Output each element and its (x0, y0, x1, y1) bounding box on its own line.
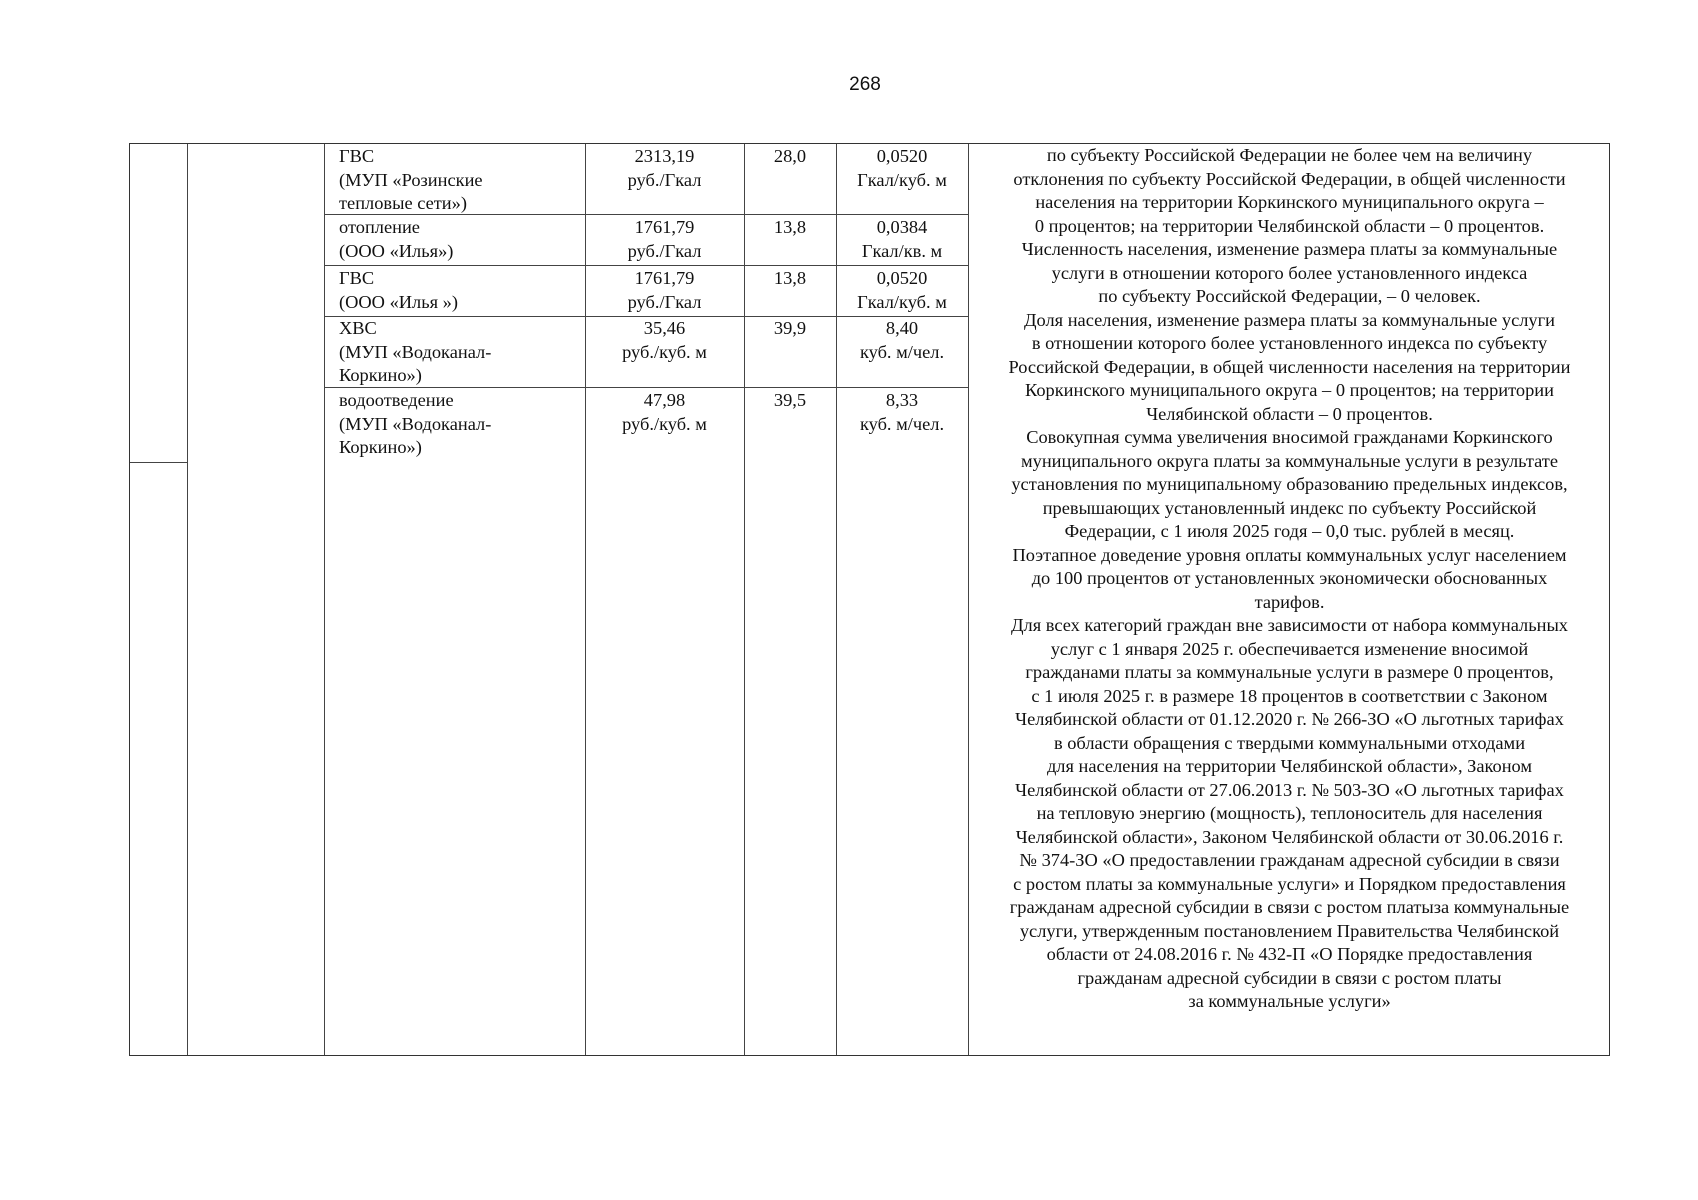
text-line: Челябинской области от 01.12.2020 г. № 266-ЗО «О льготных тарифах (1015, 709, 1564, 729)
norm-unit: куб. м/чел. (859, 341, 945, 362)
text-line: в области обращения с твердыми коммунальными отходами (1053, 732, 1526, 753)
table-row-service (336, 317, 591, 388)
text-line: Для всех категорий граждан вне зависимости от набора коммунальных (1010, 615, 1569, 635)
tariff-value: 2313,19 (634, 146, 695, 166)
table-row-service (336, 389, 591, 460)
text-line: Численность населения, изменение размера платы за коммунальные (1021, 239, 1558, 259)
text-line: населения на территории Коркинского муниципального округа – (1035, 192, 1544, 212)
service-name-line: (МУП «Водоканал- (339, 341, 492, 362)
norm-value: 8,33 (885, 390, 919, 410)
text-line: с 1 июля 2025 г. в размере 18 процентов в соответствии с Законом (1031, 685, 1548, 706)
text-line: гражданами платы за коммунальные услуги в размере 0 процентов, (1025, 662, 1554, 682)
tariff-table (129, 143, 1610, 1056)
norm-value: 8,40 (885, 318, 919, 338)
norm-unit: Гкал/кв. м (861, 240, 943, 261)
text-line: № 374-ЗО «О предоставлении гражданам адресной субсидии в связи (1019, 850, 1560, 870)
table-row-tariff (585, 267, 744, 314)
table-row-norm (836, 216, 968, 263)
norm-unit: куб. м/чел. (859, 413, 945, 434)
page-number: 268 (849, 74, 881, 95)
text-line: тарифов. (1254, 591, 1325, 612)
tariff-value: 1761,79 (634, 217, 695, 237)
norm-unit: Гкал/куб. м (857, 169, 947, 190)
text-line: для населения на территории Челябинской области», Законом (1046, 756, 1533, 776)
tariff-value: 35,46 (643, 318, 686, 338)
text-line: гражданам адресной субсидии в связи с ростом платыза коммунальные (1009, 897, 1570, 917)
norm-value: 0,0520 (876, 146, 928, 166)
text-line: Доля населения, изменение размера платы за коммунальные услуги (1023, 309, 1556, 330)
row-border (324, 265, 968, 266)
text-line: по субъекту Российской Федерации, – 0 человек. (1098, 286, 1481, 306)
table-row-tariff (585, 145, 744, 192)
table-row-service (336, 267, 591, 314)
column-border (324, 144, 325, 1055)
table-row-service (336, 145, 591, 216)
text-line: до 100 процентов от установленных экономически обоснованных (1031, 568, 1548, 588)
table-row-percent: 13,8 (773, 217, 807, 237)
table-row-tariff (585, 216, 744, 263)
text-line: Российской Федерации, в общей численности населения на территории (1008, 356, 1571, 377)
table-row-norm (836, 267, 968, 314)
service-name-line: ХВС (339, 318, 377, 338)
text-line: 0 процентов; на территории Челябинской области – 0 процентов. (1034, 215, 1545, 236)
tariff-value: 1761,79 (634, 268, 695, 288)
text-line: Совокупная сумма увеличения вносимой гражданами Коркинского (1026, 427, 1553, 447)
service-name-line: (ООО «Илья») (339, 240, 454, 261)
service-name-line: Коркино») (339, 437, 422, 457)
text-line: с ростом платы за коммунальные услуги» и Порядком предоставления (1013, 873, 1566, 894)
service-name-line: отопление (339, 217, 420, 237)
text-line: за коммунальные услуги» (1188, 991, 1391, 1011)
text-line: области от 24.08.2016 г. № 432-П «О Порядке предоставления (1046, 944, 1533, 964)
text-line: Поэтапное доведение уровня оплаты коммунальных услуг населением (1012, 544, 1567, 565)
tariff-unit: руб./Гкал (627, 291, 702, 312)
norm-unit: Гкал/куб. м (857, 291, 947, 312)
row-border (130, 462, 187, 463)
text-line: муниципального округа платы за коммунальные услуги в результате (1020, 450, 1558, 471)
table-row-percent: 13,8 (773, 268, 807, 288)
text-line: по субъекту Российской Федерации не более чем на величину (1046, 145, 1533, 165)
table-row-service (336, 216, 591, 263)
table-row-norm (836, 145, 968, 192)
table-row-norm (836, 317, 968, 364)
table-row-percent: 28,0 (773, 146, 807, 166)
text-line: отклонения по субъекту Российской Федерации, в общей численности (1013, 168, 1566, 189)
norm-value: 0,0520 (876, 268, 928, 288)
text-line: Коркинского муниципального округа – 0 процентов; на территории (1025, 380, 1554, 400)
text-line: услуг с 1 января 2025 г. обеспечивается изменение вносимой (1050, 638, 1529, 659)
text-line: в отношении которого более установленного индекса по субъекту (1031, 333, 1548, 353)
table-row-tariff (585, 317, 744, 364)
text-line: гражданам адресной субсидии в связи с ростом платы (1077, 967, 1502, 988)
table-row-norm (836, 389, 968, 436)
text-line: на тепловую энергию (мощность), теплоноситель для населения (1036, 803, 1543, 823)
tariff-unit: руб./Гкал (627, 169, 702, 190)
service-name-line: ГВС (339, 146, 375, 166)
norm-value: 0,0384 (876, 217, 928, 237)
table-row-percent: 39,9 (773, 318, 807, 338)
service-name-line: тепловые сети») (339, 193, 467, 213)
text-line: Федерации, с 1 июля 2025 годя – 0,0 тыс. рублей в месяц. (1064, 521, 1515, 541)
tariff-value: 47,98 (643, 390, 686, 410)
service-name-line: (ООО «Илья ») (339, 291, 458, 312)
column-border (187, 144, 188, 1055)
tariff-unit: руб./куб. м (622, 341, 707, 362)
text-line: Челябинской области», Законом Челябинской области от 30.06.2016 г. (1015, 826, 1564, 847)
text-line: установления по муниципальному образованию предельных индексов, (1011, 474, 1568, 494)
text-line: услуги, утвержденным постановлением Правительства Челябинской (1019, 920, 1560, 941)
text-line: превышающих установленный индекс по субъекту Российской (1042, 497, 1537, 518)
tariff-unit: руб./Гкал (627, 240, 702, 261)
indices-description-cell (968, 144, 1611, 1014)
text-line: Челябинской области от 27.06.2013 г. № 503-ЗО «О льготных тарифах (1015, 779, 1564, 800)
service-name-line: (МУП «Водоканал- (339, 413, 492, 434)
tariff-unit: руб./куб. м (622, 413, 707, 434)
text-line: услуги в отношении которого более установленного индекса (1051, 262, 1528, 283)
service-name-line: ГВС (339, 268, 375, 288)
service-name-line: Коркино») (339, 365, 422, 385)
table-row-tariff (585, 389, 744, 436)
service-name-line: водоотведение (339, 390, 454, 410)
text-line: Челябинской области – 0 процентов. (1146, 403, 1433, 424)
table-row-percent: 39,5 (773, 390, 807, 410)
service-name-line: (МУП «Розинские (339, 169, 483, 190)
